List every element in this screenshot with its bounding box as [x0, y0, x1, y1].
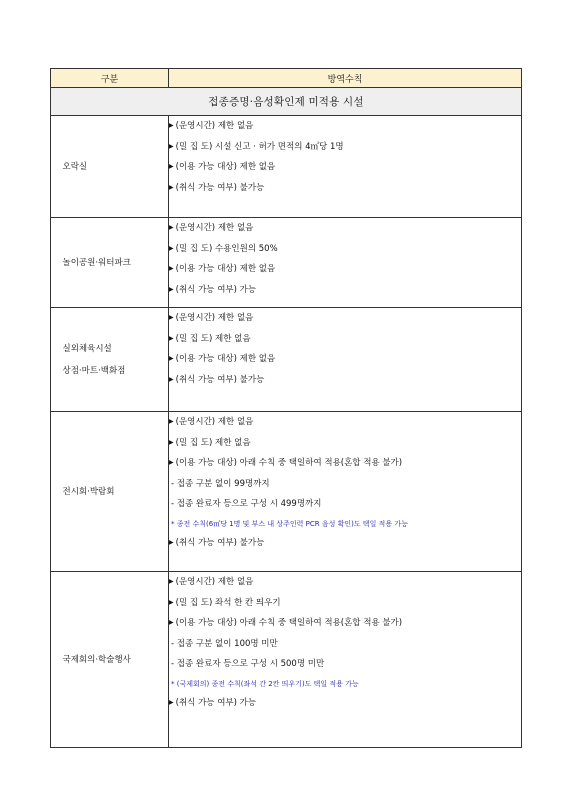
rules-cell [169, 412, 522, 572]
facility-row [51, 572, 522, 748]
rules-cell [169, 572, 522, 748]
rule-text: (밀 집 도) 제한 없음 [175, 333, 251, 344]
facility-name-line: 오락실 [62, 161, 88, 172]
table-header-row [51, 69, 522, 88]
rule-text: (취식 가능 여부) 가능 [175, 284, 257, 295]
indent-cell [51, 572, 63, 748]
bullet-triangle-icon: ▶ [169, 244, 174, 252]
bullet-triangle-icon: ▶ [169, 538, 174, 546]
bullet-triangle-icon: ▶ [169, 619, 174, 626]
section-title: 접종증명·음성확인제 미적용 시설 [51, 88, 522, 116]
rule-item [169, 349, 521, 370]
rule-text: (취식 가능 여부) 불가능 [175, 182, 265, 193]
bullet-triangle-icon: ▶ [169, 314, 174, 321]
rule-sub-item: - 접종 구분 없이 100명 미만 [171, 638, 278, 649]
rule-item [169, 218, 521, 239]
bullet-triangle-icon: ▶ [169, 698, 174, 706]
rule-item [169, 178, 521, 199]
facility-row [51, 308, 522, 412]
bullet-triangle-icon: ▶ [169, 418, 174, 425]
bullet-triangle-icon: ▶ [169, 438, 174, 446]
facility-name-line: 실외체육시설 [62, 343, 112, 354]
rules-cell [169, 116, 522, 218]
facility-row [51, 412, 522, 572]
rule-text: (운영시간) 제한 없음 [175, 577, 254, 587]
rule-text: (밀 집 도) 시설 신고 · 허가 면적의 4㎡당 1명 [175, 141, 344, 152]
bullet-triangle-icon: ▶ [169, 224, 174, 231]
facility-name-line: 상점·마트·백화점 [62, 365, 126, 376]
bullet-triangle-icon: ▶ [169, 355, 174, 362]
rule-item [169, 693, 521, 714]
rule-note: * (국제회의) 종전 수칙(좌석 간 2칸 띄우기)도 택일 적용 가능 [171, 679, 359, 688]
indent-cell [51, 308, 63, 412]
bullet-triangle-icon: ▶ [169, 122, 174, 129]
quarantine-rules-table [50, 68, 522, 748]
rule-text: (이용 가능 대상) 제한 없음 [175, 264, 276, 274]
rule-sub-item: - 접종 구분 없이 99명까지 [171, 478, 270, 489]
rule-text: (밀 집 도) 수용인원의 50% [175, 243, 278, 254]
facility-name [63, 218, 169, 308]
facility-row [51, 218, 522, 308]
rule-text: (이용 가능 대상) 아래 수칙 중 택일하여 적용(혼합 적용 불가) [175, 618, 403, 628]
bullet-triangle-icon: ▶ [169, 334, 174, 342]
rule-text: (운영시간) 제한 없음 [175, 121, 254, 131]
rule-text: (운영시간) 제한 없음 [175, 223, 254, 233]
rule-note: * 종전 수칙(6㎡당 1명 및 부스 내 상주인력 PCR 음성 확인)도 택일 적용 가능 [171, 519, 408, 528]
facility-row [51, 116, 522, 218]
rule-item [169, 572, 521, 593]
rule-text: (취식 가능 여부) 가능 [175, 697, 257, 708]
rule-item [169, 280, 521, 301]
rule-item [169, 412, 521, 433]
rule-text: (밀 집 도) 좌석 한 칸 띄우기 [175, 597, 281, 608]
rule-text: (이용 가능 대상) 제한 없음 [175, 162, 276, 172]
rule-item [169, 259, 521, 280]
bullet-triangle-icon: ▶ [169, 265, 174, 272]
bullet-triangle-icon: ▶ [169, 598, 174, 606]
bullet-triangle-icon: ▶ [169, 285, 174, 293]
header-rules: 방역수칙 [169, 69, 522, 88]
rule-sub-item: - 접종 완료자 등으로 구성 시 500명 미만 [171, 659, 325, 669]
bullet-triangle-icon: ▶ [169, 578, 174, 585]
rules-cell [169, 218, 522, 308]
rules-cell [169, 308, 522, 412]
indent-cell [51, 412, 63, 572]
bullet-triangle-icon: ▶ [169, 459, 174, 466]
rule-item [169, 613, 521, 634]
rule-text: (이용 가능 대상) 제한 없음 [175, 354, 276, 364]
bullet-triangle-icon: ▶ [169, 163, 174, 170]
rule-sub-item: - 접종 완료자 등으로 구성 시 499명까지 [171, 499, 322, 509]
rule-item [169, 329, 521, 350]
rule-text: (취식 가능 여부) 불가능 [175, 537, 265, 548]
rule-text: (이용 가능 대상) 아래 수칙 중 택일하여 적용(혼합 적용 불가) [175, 458, 403, 468]
indent-cell [51, 218, 63, 308]
rule-item [169, 453, 521, 474]
rule-item [169, 370, 521, 391]
facility-name [63, 116, 169, 218]
bullet-triangle-icon: ▶ [169, 375, 174, 383]
rule-item [169, 308, 521, 329]
facility-name-line: 국제회의·학술행사 [62, 654, 131, 665]
rule-item [169, 239, 521, 260]
facility-name-line: 놀이공원·워터파크 [62, 257, 131, 268]
section-row [51, 88, 522, 116]
facility-name [63, 412, 169, 572]
rule-item [169, 157, 521, 178]
rule-item [169, 433, 521, 454]
rule-text: (운영시간) 제한 없음 [175, 313, 254, 323]
bullet-triangle-icon: ▶ [169, 183, 174, 191]
rule-text: (취식 가능 여부) 불가능 [175, 374, 265, 385]
bullet-triangle-icon: ▶ [169, 142, 174, 150]
facility-name [63, 308, 169, 412]
rule-item [169, 137, 521, 158]
facility-name-line: 전시회·박람회 [62, 486, 115, 497]
rule-text: (운영시간) 제한 없음 [175, 417, 254, 427]
rule-text: (밀 집 도) 제한 없음 [175, 437, 251, 448]
rule-item [169, 593, 521, 614]
facility-name [63, 572, 169, 748]
rule-item [169, 116, 521, 137]
indent-cell [51, 116, 63, 218]
rule-item [169, 533, 521, 554]
header-category: 구분 [51, 69, 169, 88]
